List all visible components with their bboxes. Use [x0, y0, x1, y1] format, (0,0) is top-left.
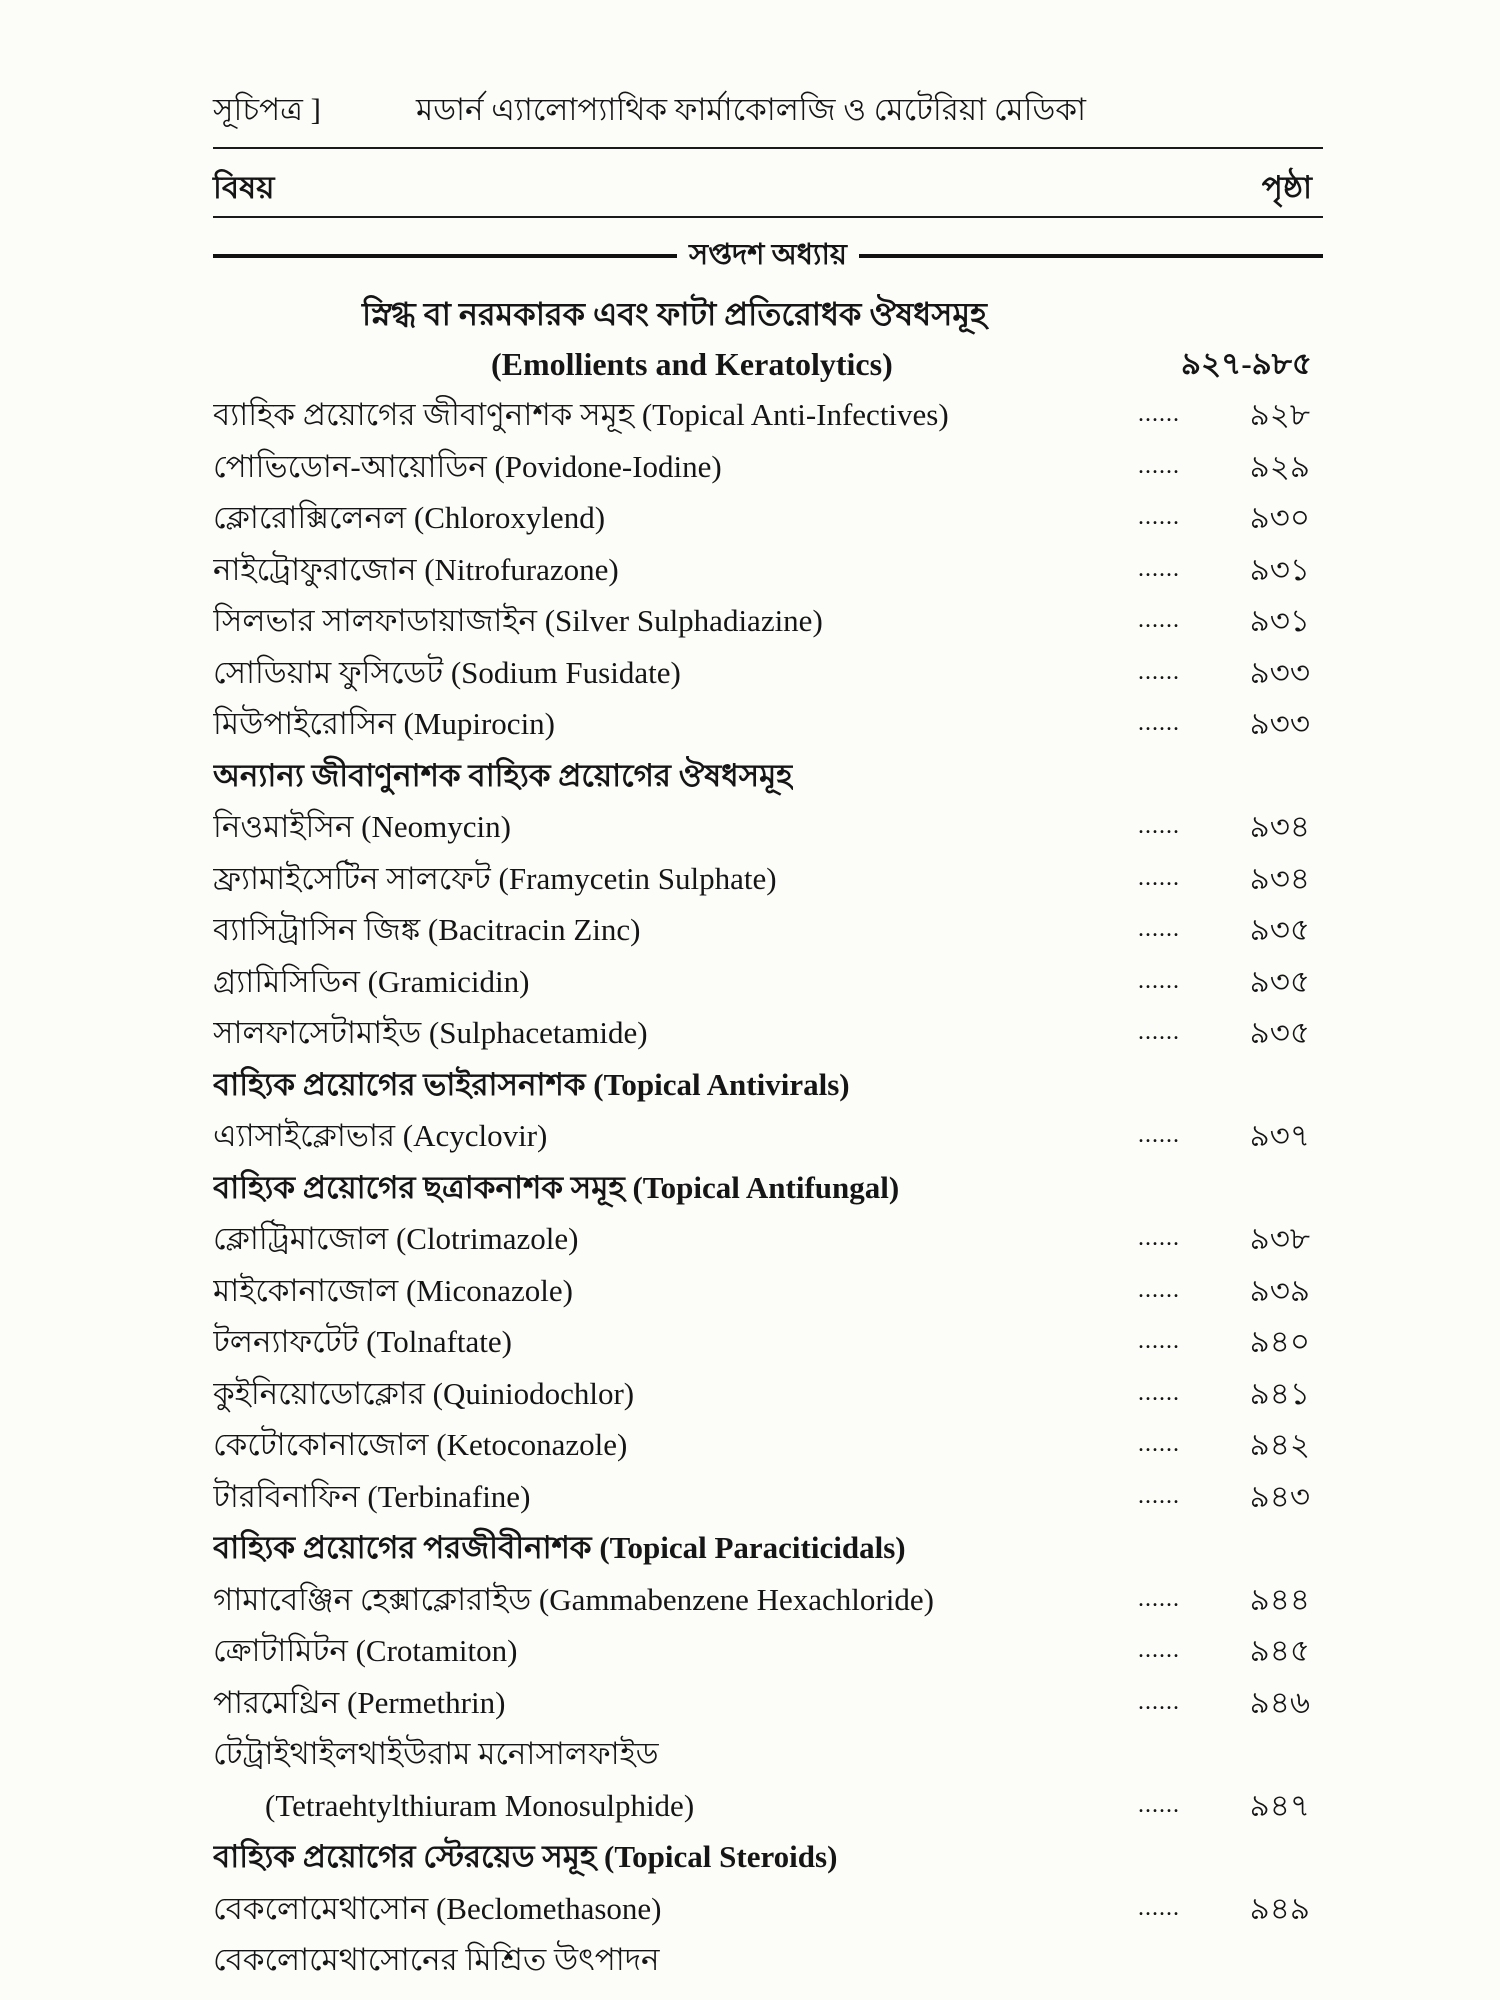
entry-text: গামাবেঞ্জিন হেক্সাক্লোরাইড (Gammabenzene Hexachloride)	[213, 1581, 934, 1617]
divider-line-left	[213, 254, 677, 258]
leader-dots: ......	[1138, 813, 1180, 839]
leader-dots: ......	[1138, 1276, 1180, 1303]
entry-text: ক্লোরোক্সিলেনল (Chloroxylend)	[213, 500, 606, 535]
leader-dots: ......	[1138, 607, 1180, 633]
leader-dots: ......	[1138, 1688, 1180, 1715]
page-number: ৯৩৫	[1249, 1015, 1310, 1050]
toc-subheading	[213, 1162, 1323, 1214]
leader-dots: ......	[1138, 504, 1180, 530]
entry-text: পোভিডোন-আয়োডিন (Povidone-Iodine)	[213, 448, 722, 484]
entry-text: মাইকোনাজোল (Miconazole)	[213, 1272, 573, 1308]
page-number: ৯৪৪	[1249, 1581, 1310, 1617]
toc-entry-continued	[213, 1728, 1323, 1780]
chapter-divider	[213, 236, 1323, 276]
toc-entry	[213, 698, 1323, 750]
chapter-page-range: ৯২৭-৯৮৫	[1180, 346, 1312, 381]
page-number: ৯৪২	[1249, 1427, 1310, 1462]
entry-text: ক্লোট্রিমাজোল (Clotrimazole)	[213, 1221, 579, 1256]
entry-text: নিওমাইসিন (Neomycin)	[213, 809, 511, 844]
entry-text: ফ্র্যামাইসেটিন সালফেট (Framycetin Sulphate)	[213, 860, 777, 896]
toc-subheading	[213, 750, 1323, 802]
leader-dots: ......	[1138, 1482, 1180, 1509]
toc-list	[213, 389, 1323, 1986]
subheading-text: বাহ্যিক প্রয়োগের ছত্রাকনাশক সমূহ (Topical Antifungal)	[213, 1169, 900, 1205]
toc-entry-continued	[213, 1934, 1323, 1986]
entry-text: ব্যাহিক প্রয়োগের জীবাণুনাশক সমূহ (Topical Anti-Infectives)	[213, 397, 949, 432]
toc-entry	[213, 1883, 1323, 1935]
section-reference: সূচিপত্র ]	[213, 92, 321, 127]
entry-text: কেটোকোনাজোল (Ketoconazole)	[213, 1427, 628, 1462]
chapter-title-bengali: স্নিগ্ধ বা নরমকারক এবং ফাটা প্রতিরোধক ঔষধসমূহ	[362, 296, 987, 332]
toc-entry	[213, 1780, 1323, 1832]
page-number: ৯৩৪	[1249, 809, 1310, 844]
book-title: মডার্ন এ্যালোপ্যাথিক ফার্মাকোলজি ও মেটেরিয়া মেডিকা	[416, 92, 1086, 127]
page-number: ৯৪১	[1249, 1375, 1310, 1411]
toc-subheading	[213, 1831, 1323, 1883]
header-rule	[213, 147, 1323, 149]
leader-dots: ......	[1138, 1637, 1180, 1663]
page-number: ৯৩৪	[1249, 860, 1310, 896]
page-number: ৯৩৭	[1249, 1118, 1310, 1153]
leader-dots: ......	[1138, 1122, 1180, 1148]
page-number: ৯৩৫	[1249, 963, 1310, 999]
leader-dots: ......	[1138, 401, 1180, 427]
column-rule	[213, 216, 1323, 218]
toc-entry	[213, 389, 1323, 441]
toc-entry	[213, 1007, 1323, 1059]
entry-text: গ্র্যামিসিডিন (Gramicidin)	[213, 963, 530, 999]
toc-entry	[213, 1471, 1323, 1523]
entry-text: সিলভার সালফাডায়াজাইন (Silver Sulphadiazine)	[213, 603, 823, 638]
entry-text: মিউপাইরোসিন (Mupirocin)	[213, 706, 556, 741]
page-number: ৯৩৯	[1249, 1272, 1310, 1308]
page-number: ৯৩১	[1249, 551, 1310, 587]
divider-line-right	[859, 254, 1323, 258]
subheading-text: বাহ্যিক প্রয়োগের পরজীবীনাশক (Topical Paraciticidals)	[213, 1530, 906, 1565]
toc-subheading	[213, 1059, 1323, 1111]
entry-text: এ্যাসাইক্লোভার (Acyclovir)	[213, 1118, 548, 1153]
toc-entry	[213, 1677, 1323, 1729]
leader-dots: ......	[1138, 1328, 1180, 1354]
leader-dots: ......	[1138, 864, 1180, 891]
toc-entry	[213, 441, 1323, 493]
toc-entry	[213, 1368, 1323, 1420]
entry-text: নাইট্রোফুরাজোন (Nitrofurazone)	[213, 551, 619, 587]
leader-dots: ......	[1138, 1379, 1180, 1406]
toc-entry	[213, 1574, 1323, 1626]
page-number: ৯২৯	[1249, 448, 1310, 484]
chapter-title-english: (Emollients and Keratolytics)	[491, 346, 893, 382]
page-number: ৯৪৩	[1249, 1478, 1310, 1514]
leader-dots: ......	[1138, 1791, 1180, 1818]
leader-dots: ......	[1138, 1585, 1180, 1612]
leader-dots: ......	[1138, 967, 1180, 994]
toc-entry	[213, 1265, 1323, 1317]
entry-text: বেকলোমেথাসোন (Beclomethasone)	[213, 1890, 662, 1926]
toc-entry	[213, 853, 1323, 905]
entry-text: পারমেথ্রিন (Permethrin)	[213, 1684, 506, 1720]
toc-entry	[213, 1625, 1323, 1677]
entry-text: সোডিয়াম ফুসিডেট (Sodium Fusidate)	[213, 654, 681, 690]
toc-subheading	[213, 1522, 1323, 1574]
leader-dots: ......	[1138, 710, 1180, 736]
subheading-text: বাহ্যিক প্রয়োগের স্টেরয়েড সমূহ (Topical Steroids)	[213, 1839, 838, 1874]
leader-dots: ......	[1138, 555, 1180, 582]
leader-dots: ......	[1138, 1225, 1180, 1251]
toc-entry	[213, 904, 1323, 956]
toc-entry	[213, 544, 1323, 596]
page-number: ৯৪৯	[1249, 1890, 1310, 1926]
entry-text: ব্যাসিট্রাসিন জিঙ্ক (Bacitracin Zinc)	[213, 912, 641, 947]
entry-text: সালফাসেটামাইড (Sulphacetamide)	[213, 1015, 648, 1050]
entry-text: টেট্রাইথাইলথাইউরাম মনোসালফাইড	[213, 1736, 659, 1771]
toc-entry	[213, 956, 1323, 1008]
toc-entry	[213, 647, 1323, 699]
subheading-text: অন্যান্য জীবাণুনাশক বাহ্যিক প্রয়োগের ঔষধসমূহ	[213, 757, 793, 793]
page-number: ৯৩০	[1249, 500, 1310, 535]
leader-dots: ......	[1138, 1431, 1180, 1457]
page-number: ৯৩৩	[1249, 654, 1310, 690]
toc-entry	[213, 595, 1323, 647]
page-number: ৯৪৫	[1249, 1633, 1310, 1668]
toc-entry	[213, 1110, 1323, 1162]
subheading-text: বাহ্যিক প্রয়োগের ভাইরাসনাশক (Topical Antivirals)	[213, 1066, 850, 1102]
page-number: ৯৩১	[1249, 603, 1310, 638]
leader-dots: ......	[1138, 1019, 1180, 1045]
entry-text: (Tetraehtylthiuram Monosulphide)	[265, 1787, 695, 1823]
entry-text: টারবিনাফিন (Terbinafine)	[213, 1478, 531, 1514]
page-number: ৯৩৩	[1249, 706, 1310, 741]
entry-text: কুইনিয়োডোক্লোর (Quiniodochlor)	[213, 1375, 635, 1411]
page-number: ৯২৮	[1249, 397, 1310, 432]
page-number: ৯৩৮	[1249, 1221, 1310, 1256]
leader-dots: ......	[1138, 1894, 1180, 1921]
toc-entry	[213, 1419, 1323, 1471]
toc-entry	[213, 801, 1323, 853]
toc-entry	[213, 492, 1323, 544]
entry-text: ক্রোটামিটন (Crotamiton)	[213, 1633, 518, 1668]
column-page: পৃষ্ঠা	[1261, 170, 1312, 205]
entry-text: বেকলোমেথাসোনের মিশ্রিত উৎপাদন	[213, 1942, 660, 1977]
page-number: ৯৩৫	[1249, 912, 1310, 947]
column-subject: বিষয়	[213, 170, 275, 205]
entry-text: টলন্যাফটেট (Tolnaftate)	[213, 1324, 512, 1359]
page-number: ৯৪৬	[1249, 1684, 1310, 1720]
leader-dots: ......	[1138, 452, 1180, 479]
chapter-label: সপ্তদশ অধ্যায়	[689, 238, 847, 271]
toc-entry	[213, 1213, 1323, 1265]
leader-dots: ......	[1138, 916, 1180, 942]
leader-dots: ......	[1138, 658, 1180, 685]
toc-entry	[213, 1316, 1323, 1368]
page-number: ৯৪৭	[1249, 1787, 1310, 1823]
page-number: ৯৪০	[1249, 1324, 1310, 1359]
